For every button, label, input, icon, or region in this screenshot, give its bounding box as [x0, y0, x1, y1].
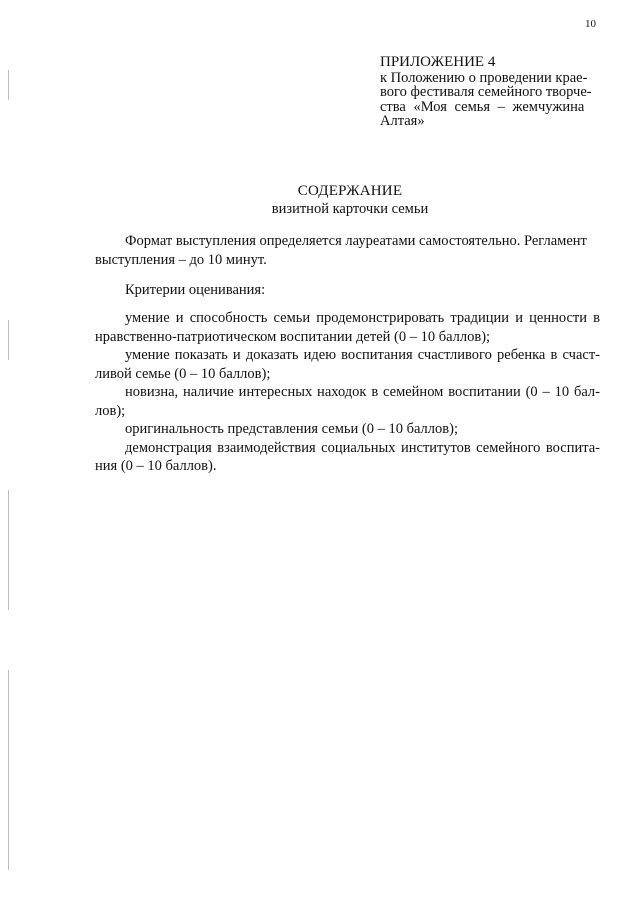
- page-number: 10: [585, 18, 596, 30]
- criterion-item: [95, 346, 600, 383]
- appendix-line: ства «Моя семья – жемчужина: [380, 98, 585, 115]
- format-paragraph: [95, 232, 600, 269]
- criterion-text-cont: лов);: [95, 402, 126, 419]
- format-line-2: выступления – до 10 минут.: [95, 251, 267, 268]
- appendix-title: ПРИЛОЖЕНИЕ 4: [380, 54, 496, 70]
- section-title: СОДЕРЖАНИЕ: [297, 183, 403, 199]
- criterion-item: [95, 383, 600, 420]
- criterion-text-cont: нравственно-патриотическом воспитании детей (0 – 10 баллов);: [95, 328, 491, 345]
- criterion-item: [95, 309, 600, 346]
- appendix-line: к Положению о проведении крае-: [380, 69, 588, 86]
- criterion-text: оригинальность представления семьи (0 – 10 баллов);: [125, 421, 458, 437]
- format-line-1: Формат выступления определяется лауреатами самостоятельно. Регламент: [125, 233, 587, 249]
- criterion-text: демонстрация взаимодействия социальных институтов семейного воспита-: [125, 439, 600, 456]
- criterion-text-cont: ливой семье (0 – 10 баллов);: [95, 365, 271, 382]
- criterion-item: [95, 439, 600, 476]
- criteria-list: [95, 309, 600, 476]
- criteria-label: Критерии оценивания:: [125, 282, 266, 298]
- appendix-line: вого фестиваля семейного творче-: [380, 84, 592, 100]
- criterion-text: умение показать и доказать идею воспитания счастливого ребенка в счаст-: [125, 347, 600, 363]
- appendix-header: [380, 55, 600, 129]
- appendix-line: Алтая»: [380, 113, 425, 129]
- section-subtitle: визитной карточки семьи: [271, 201, 429, 217]
- criterion-item: [95, 420, 600, 439]
- criterion-text: умение и способность семьи продемонстрировать традиции и ценности в: [125, 310, 600, 326]
- criterion-text: новизна, наличие интересных находок в семейном воспитании (0 – 10 бал-: [125, 384, 600, 400]
- criterion-text-cont: ния (0 – 10 баллов).: [95, 458, 217, 474]
